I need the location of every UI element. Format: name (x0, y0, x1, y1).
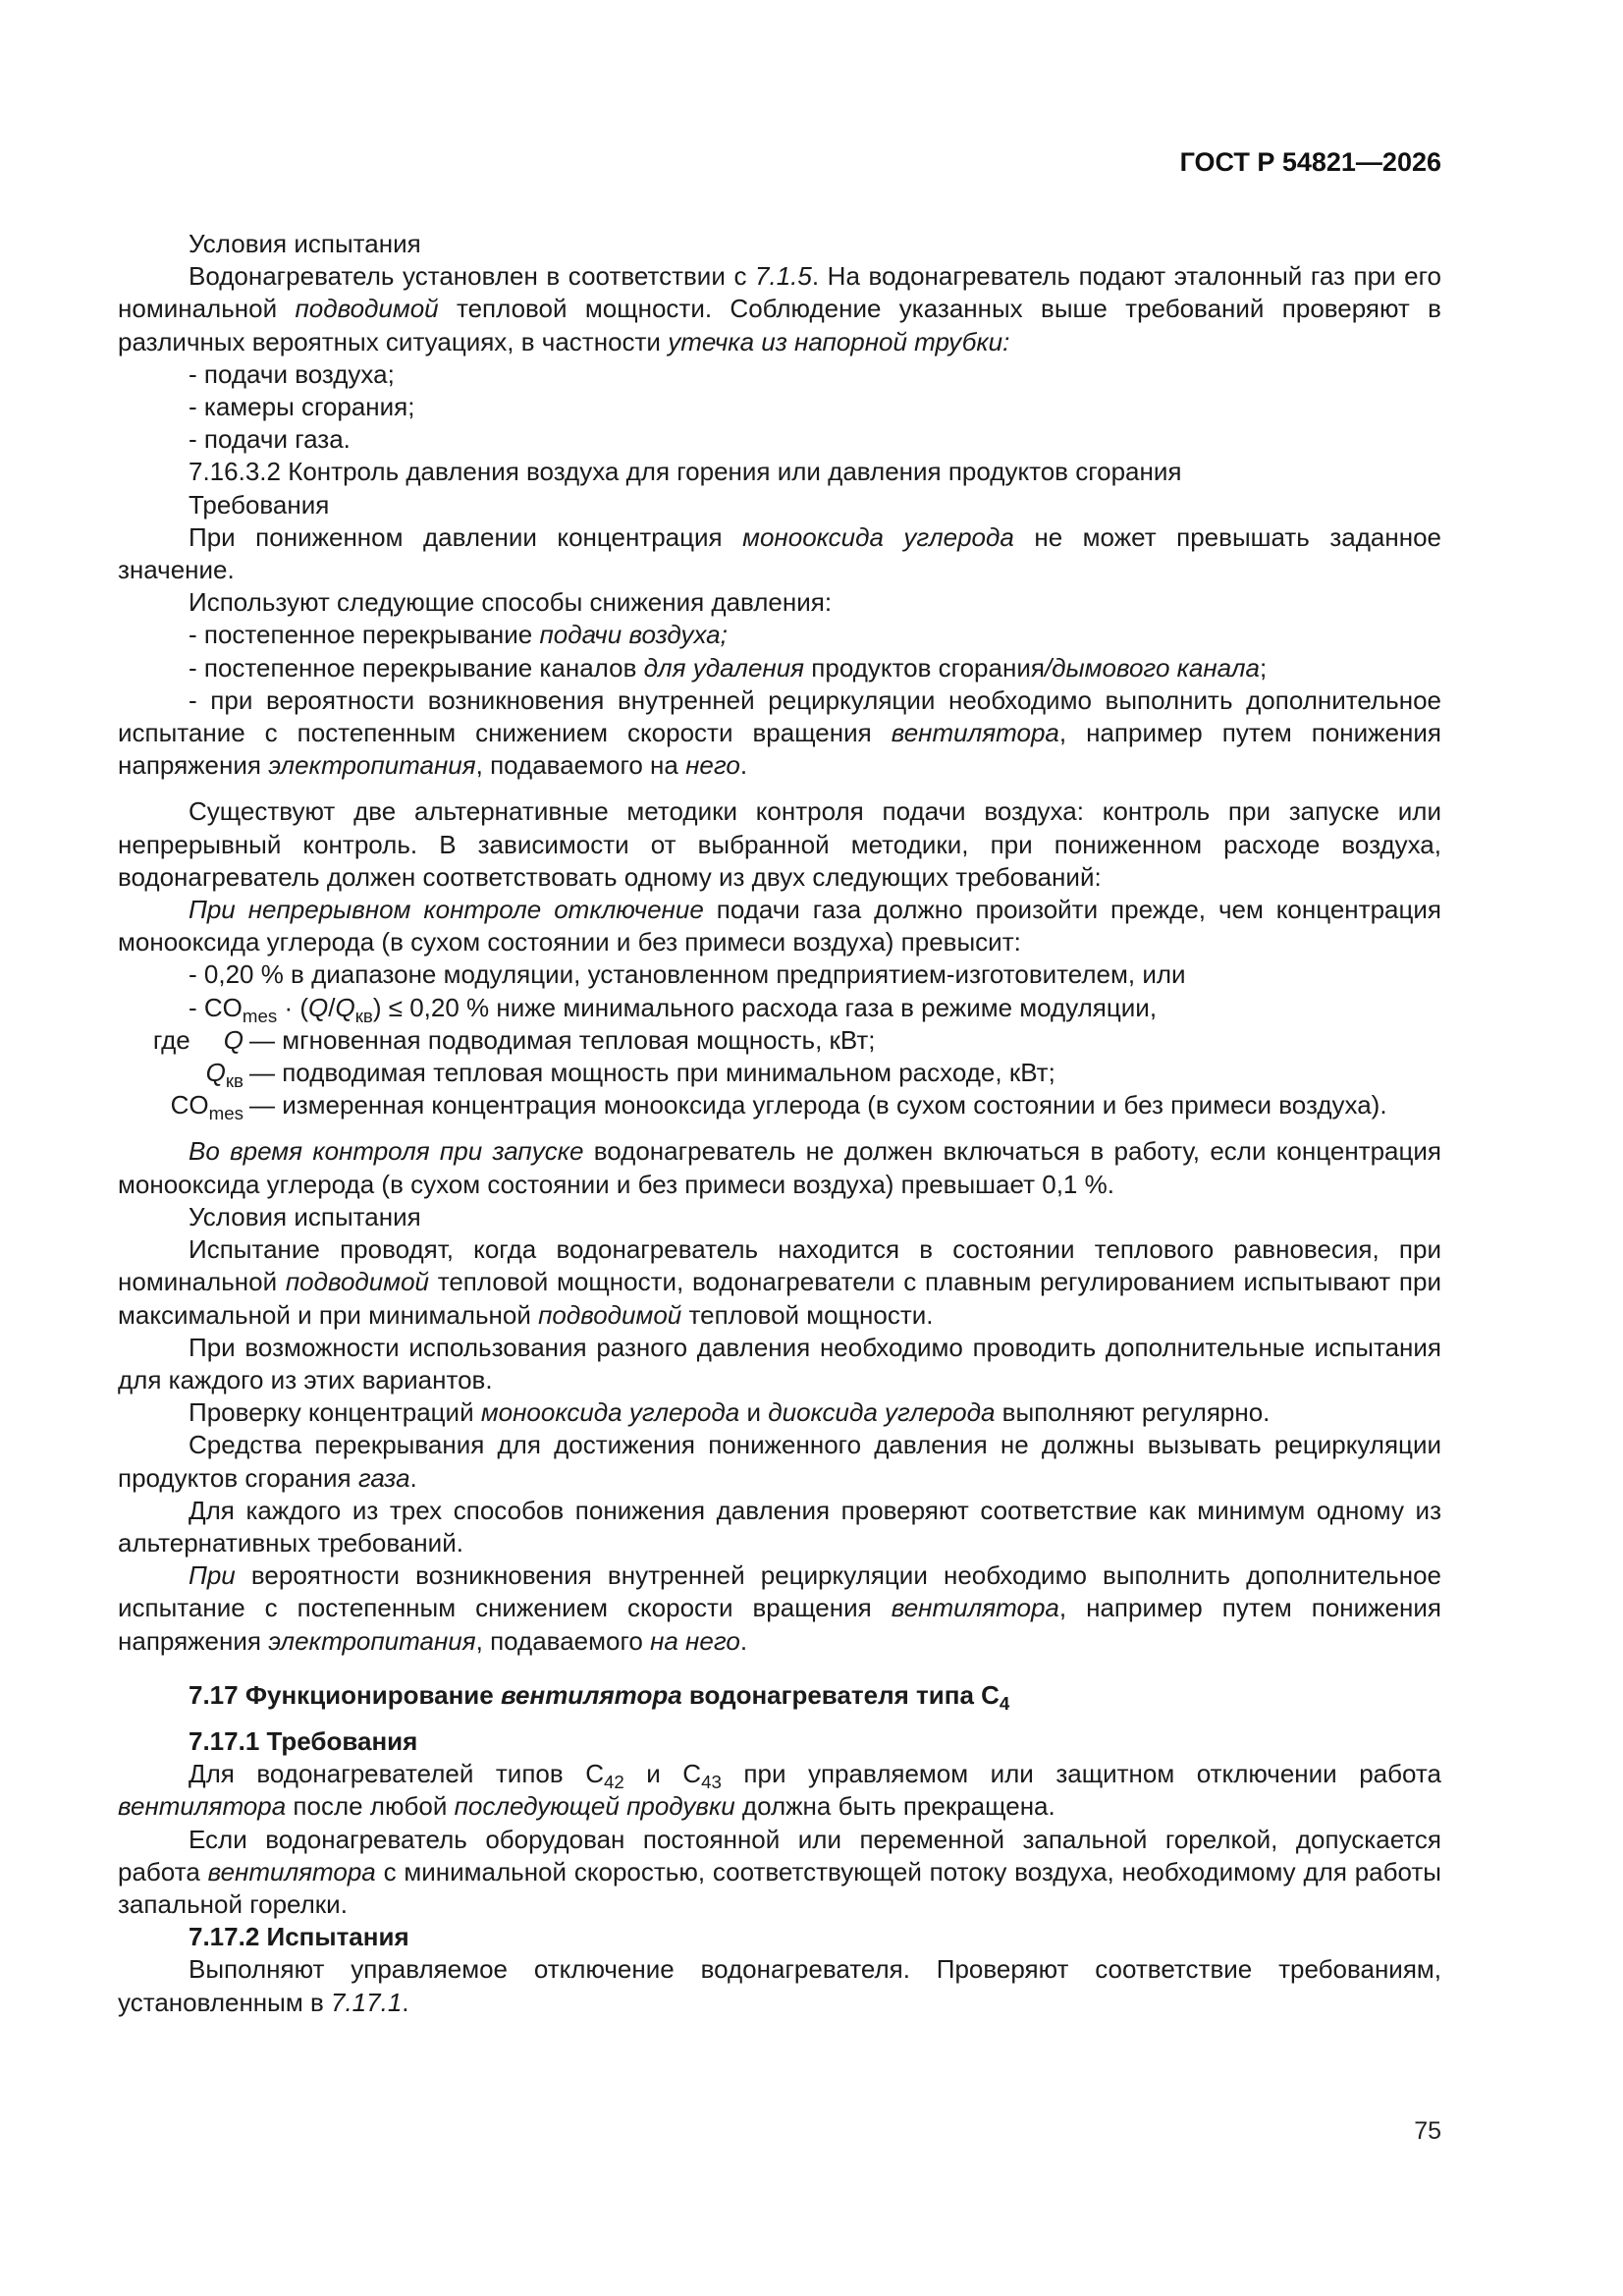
paragraph: Испытание проводят, когда водонагреватель находится в состоянии теплового равновесия, при номинальной подводимой тепловой мощности, водонагреватели с плавным регулированием испытывают при максимальной и при минимальной подводимой тепловой мощности. (118, 1234, 1441, 1330)
paragraph: Выполняют управляемое отключение водонагревателя. Проверяют соответствие требованиям, установленным в 7.17.1. (118, 1954, 1441, 2017)
legend-definition: — измеренная концентрация монооксида углерода (в сухом состоянии и без примеси воздуха). (249, 1090, 1387, 1121)
section-label-test-conditions: Условия испытания (189, 229, 421, 258)
legend-row (118, 1089, 1441, 1124)
paragraph: Используют следующие способы снижения давления: (189, 587, 833, 618)
clause-heading-7-16-3-2: 7.16.3.2 Контроль давления воздуха для горения или давления продуктов сгорания (189, 457, 1182, 487)
paragraph: При пониженном давлении концентрация монооксида углерода не может превышать заданное значение. (118, 521, 1441, 585)
legend-definition: — подводимая тепловая мощность при минимальном расходе, кВт; (249, 1058, 1055, 1088)
paragraph: Средства перекрывания для достижения пониженного давления не должны вызывать рециркуляции продуктов сгорания газа. (118, 1430, 1441, 1493)
paragraph: Водонагреватель установлен в соответствии с 7.1.5. На водонагреватель подают эталонный газ при его номинальной подводимой тепловой мощности. Соблюдение указанных выше требований проверяют в различных вероятных ситуациях, в частности утечка из напорной трубки: (118, 261, 1441, 356)
paragraph: Для водонагревателей типов $С_{42}$ и $С_{43}$ при управляемом или защитном отключении работа вентилятора после любой последующей продувки должна быть прекращена. (118, 1759, 1441, 1822)
list-item: - подачи газа. (189, 424, 351, 455)
clause-heading-7-17-1: 7.17.1 Требования (189, 1725, 418, 1756)
list-item: - постепенное перекрывание подачи воздуха; (189, 620, 728, 650)
legend-row (118, 1057, 1441, 1092)
paragraph: Если водонагреватель оборудован постоянной или переменной запальной горелкой, допускается работа вентилятора с минимальной скоростью, соответствующей потоку воздуха, необходимому для работы запальной горелки. (118, 1824, 1441, 1919)
paragraph: При непрерывном контроле отключение подачи газа должно произойти прежде, чем концентрация монооксида углерода (в сухом состоянии и без примеси воздуха) превысит: (118, 895, 1441, 957)
paragraph: Существуют две альтернативные методики контроля подачи воздуха: контроль при запуске или непрерывный контроль. В зависимости от выбранной методики, при пониженном расходе воздуха, водонагреватель должен соответствовать одному из двух следующих требований: (118, 796, 1441, 892)
section-label-test-conditions: Условия испытания (189, 1201, 421, 1231)
page-body (118, 228, 1441, 2019)
legend-definition: — мгновенная подводимая тепловая мощность, кВт; (249, 1024, 876, 1055)
clause-heading-7-17-2: 7.17.2 Испытания (189, 1922, 409, 1952)
legend-term: $Q_{кв}$ (205, 1058, 243, 1092)
formula-list-item: - $CO_{mes} \cdot (Q/Q_{кв}) \le 0,20$ % ниже минимального расхода газа в режиме модуляции, (189, 992, 1158, 1026)
document-code: ГОСТ Р 54821—2026 (1179, 147, 1441, 177)
paragraph: Проверку концентраций монооксида углерода и диоксида углерода выполняют регулярно. (189, 1397, 1271, 1428)
list-item: - при вероятности возникновения внутренней рециркуляции необходимо выполнить дополнительное испытание с постепенным снижением скорости вращения вентилятора, например путем понижения напряжения электропитания, подаваемого на него. (118, 684, 1441, 781)
legend-term: $CO_{mes}$ (170, 1090, 243, 1124)
formula-legend (118, 1024, 1441, 1122)
clause-heading-7-17: 7.17 Функционирование вентилятора водонагревателя типа $С_4$ (189, 1679, 1010, 1714)
legend-row (118, 1024, 1441, 1057)
paragraph: При вероятности возникновения внутренней рециркуляции необходимо выполнить дополнительное испытание с постепенным снижением скорости вращения вентилятора, например путем понижения напряжения электропитания, подаваемого на него. (118, 1560, 1441, 1656)
list-item: - постепенное перекрывание каналов для удаления продуктов сгорания/дымового канала; (189, 652, 1268, 683)
list-item: - камеры сгорания; (189, 392, 415, 422)
legend-where: где (152, 1024, 190, 1055)
legend-term: где Q (152, 1024, 243, 1055)
paragraph: Во время контроля при запуске водонагреватель не должен включаться в работу, если концентрация монооксида углерода (в сухом состоянии и без примеси воздуха) превышает 0,1 %. (118, 1136, 1441, 1199)
page-number: 75 (1414, 2117, 1441, 2145)
paragraph: Для каждого из трех способов понижения давления проверяют соответствие как минимум одному из альтернативных требований. (118, 1495, 1441, 1558)
list-item: - подачи воздуха; (189, 358, 395, 389)
list-item: - 0,20 % в диапазоне модуляции, установленном предприятием-изготовителем, или (189, 959, 1186, 990)
paragraph: При возможности использования разного давления необходимо проводить дополнительные испытания для каждого из этих вариантов. (118, 1332, 1441, 1394)
section-label-requirements: Требования (189, 489, 330, 519)
